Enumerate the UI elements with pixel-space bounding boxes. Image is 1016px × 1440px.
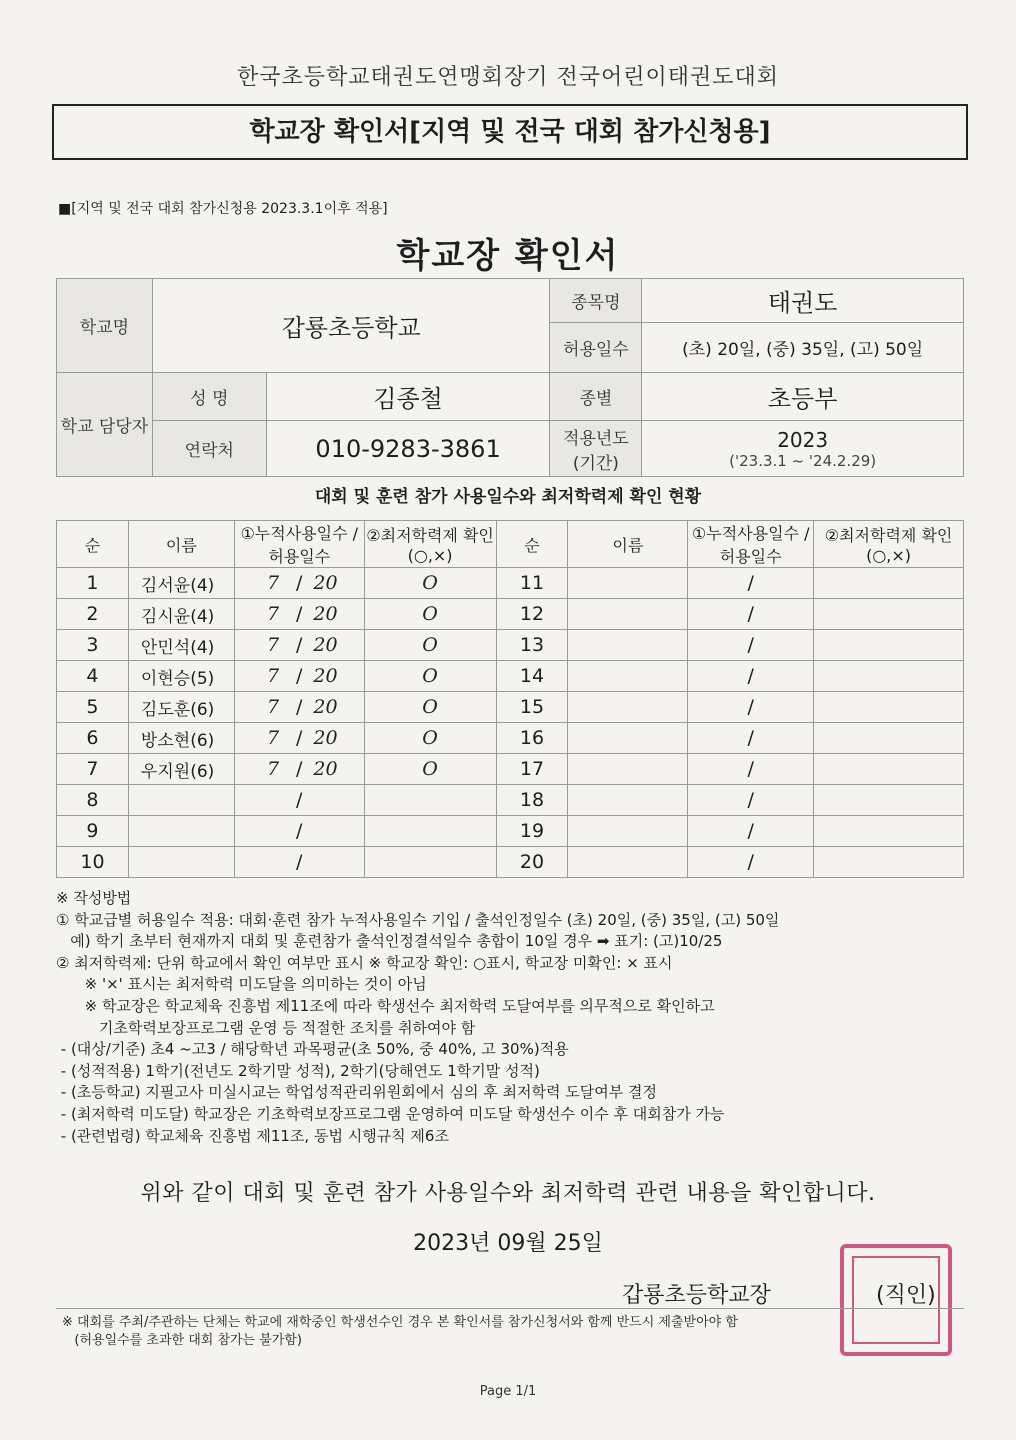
row-no: 6 — [57, 723, 129, 754]
days-cell — [688, 754, 814, 785]
instruction-line: ② 최저학력제: 단위 학교에서 확인 여부만 표시 ※ 학교장 확인: ○표시, 학교장 미확인: × 표시 — [56, 953, 673, 972]
used-days: 7 — [266, 727, 280, 749]
days-separator: / — [289, 665, 309, 687]
status-section-title: 대회 및 훈련 참가 사용일수와 최저학력제 확인 현황 — [314, 487, 702, 507]
academic-check: O — [364, 661, 496, 692]
days-separator: / — [741, 789, 760, 811]
instructions — [56, 888, 986, 1147]
sport-label: 종목명 — [550, 279, 642, 323]
days-cell — [688, 630, 814, 661]
academic-check — [814, 754, 964, 785]
allowed-days: 20 — [313, 665, 338, 687]
academic-check — [364, 785, 496, 816]
year-value: 2023 — [777, 427, 829, 452]
academic-check — [814, 661, 964, 692]
divider — [56, 1308, 964, 1309]
student-name — [568, 847, 688, 878]
student-name — [568, 692, 688, 723]
instruction-line: - (최저학력 미도달) 학교장은 기초학력보장프로그램 운영하여 미도달 학생선수 이수 후 대회참가 가능 — [56, 1104, 725, 1123]
student-name — [568, 568, 688, 599]
allowed-days-label: 허용일수 — [550, 323, 642, 373]
days-cell — [234, 599, 364, 630]
student-name — [568, 754, 688, 785]
roster-table — [56, 520, 964, 878]
student-name — [568, 661, 688, 692]
table-row — [57, 692, 964, 723]
header-no: 순 — [57, 521, 129, 568]
row-no: 7 — [57, 754, 129, 785]
allowed-days: 20 — [313, 758, 338, 780]
footnote-line: ※ 대회를 주최/주관하는 단체는 학교에 재학중인 학생선수인 경우 본 확인서를 참가신청서와 함께 반드시 제출받아야 함 — [62, 1315, 738, 1330]
allowed-days: 20 — [313, 603, 338, 625]
days-cell — [688, 816, 814, 847]
contact-name-value: 김종철 — [266, 373, 550, 421]
row-no: 4 — [57, 661, 129, 692]
days-cell — [234, 630, 364, 661]
days-separator: / — [741, 634, 760, 656]
academic-check: O — [364, 599, 496, 630]
instruction-line: ※ '×' 표시는 최저학력 미도달을 의미하는 것이 아님 — [56, 975, 427, 994]
table-row — [57, 661, 964, 692]
table-row — [57, 754, 964, 785]
days-cell — [688, 692, 814, 723]
academic-check: O — [364, 630, 496, 661]
header-no-right: 순 — [496, 521, 568, 568]
academic-check — [814, 847, 964, 878]
footnote — [62, 1314, 738, 1350]
instruction-line: - (대상/기준) 초4 ~고3 / 해당학년 과목평균(초 50%, 중 40%, 고 30%)적용 — [56, 1040, 569, 1059]
used-days: 7 — [266, 572, 280, 594]
instruction-line: ※ 학교장은 학교체육 진흥법 제11조에 따라 학생선수 최저학력 도달여부를 의무적으로 확인하고 — [56, 996, 715, 1015]
student-name — [568, 599, 688, 630]
days-cell — [688, 599, 814, 630]
student-name — [568, 723, 688, 754]
academic-check — [814, 723, 964, 754]
student-name: 안민석(4) — [128, 630, 234, 661]
academic-check — [814, 568, 964, 599]
issue-date: 2023년 09월 25일 — [413, 1231, 603, 1256]
row-no: 1 — [57, 568, 129, 599]
instruction-line: - (초등학교) 지필고사 미실시교는 학업성적관리위원회에서 심의 후 최저학력 도달여부 결정 — [56, 1083, 657, 1102]
table-row — [57, 599, 964, 630]
academic-check: O — [364, 568, 496, 599]
row-no: 18 — [496, 785, 568, 816]
division-label: 종별 — [550, 373, 642, 421]
academic-check — [814, 692, 964, 723]
period-value: ('23.3.1 ~ '24.2.29) — [729, 451, 877, 470]
days-separator: / — [741, 572, 760, 594]
instruction-line: ※ 작성방법 — [56, 889, 132, 907]
days-separator: / — [741, 820, 760, 842]
student-name: 이현승(5) — [128, 661, 234, 692]
applicability-note: ■[지역 및 전국 대회 참가신청용 2023.3.1이후 적용] — [58, 201, 388, 217]
row-no: 10 — [57, 847, 129, 878]
row-no: 3 — [57, 630, 129, 661]
table-row — [57, 568, 964, 599]
student-name — [568, 816, 688, 847]
row-no: 19 — [496, 816, 568, 847]
school-name-label: 학교명 — [57, 279, 153, 373]
used-days: 7 — [266, 634, 280, 656]
student-name — [568, 630, 688, 661]
academic-check: O — [364, 723, 496, 754]
page-number: Page 1/1 — [479, 1384, 537, 1399]
row-no: 17 — [496, 754, 568, 785]
student-name — [128, 816, 234, 847]
header-name: 이름 — [128, 521, 234, 568]
row-no: 13 — [496, 630, 568, 661]
days-cell — [234, 754, 364, 785]
used-days: 7 — [266, 603, 280, 625]
student-name — [128, 785, 234, 816]
days-separator: / — [289, 572, 309, 594]
student-name: 김서윤(4) — [128, 568, 234, 599]
academic-check — [814, 785, 964, 816]
days-cell — [234, 568, 364, 599]
student-name — [128, 847, 234, 878]
days-cell — [688, 785, 814, 816]
days-cell — [688, 661, 814, 692]
allowed-days-value: (초) 20일, (중) 35일, (고) 50일 — [642, 323, 964, 373]
instruction-line: 기초학력보장프로그램 운영 등 적절한 조치를 취하여야 함 — [56, 1018, 476, 1037]
row-no: 15 — [496, 692, 568, 723]
days-cell — [234, 723, 364, 754]
row-no: 8 — [57, 785, 129, 816]
days-separator: / — [741, 727, 760, 749]
academic-check — [364, 847, 496, 878]
used-days: 7 — [266, 696, 280, 718]
student-name: 김시윤(4) — [128, 599, 234, 630]
school-name-value: 갑룡초등학교 — [152, 279, 550, 373]
days-separator: / — [289, 603, 309, 625]
days-cell — [688, 568, 814, 599]
table-row — [57, 723, 964, 754]
row-no: 5 — [57, 692, 129, 723]
table-row — [57, 630, 964, 661]
year-cell — [642, 421, 964, 477]
instruction-line: - (관련법령) 학교체육 진흥법 제11조, 동법 시행규칙 제6조 — [56, 1126, 449, 1145]
academic-check — [814, 630, 964, 661]
days-separator: / — [289, 727, 309, 749]
days-cell — [234, 661, 364, 692]
contact-person-label: 학교 담당자 — [57, 373, 153, 477]
academic-check — [814, 816, 964, 847]
days-cell — [688, 847, 814, 878]
allowed-days: 20 — [313, 572, 338, 594]
table-row — [57, 847, 964, 878]
student-name: 우지원(6) — [128, 754, 234, 785]
sport-value: 태권도 — [642, 279, 964, 323]
days-cell — [234, 785, 364, 816]
row-no: 16 — [496, 723, 568, 754]
year-label: 적용년도 (기간) — [550, 421, 642, 477]
days-separator: / — [289, 634, 309, 656]
academic-check: O — [364, 754, 496, 785]
header-check: ②최저학력제 확인(○,×) — [364, 521, 496, 568]
row-no: 20 — [496, 847, 568, 878]
student-name: 김도훈(6) — [128, 692, 234, 723]
days-separator: / — [289, 820, 309, 842]
instruction-line: ① 학교급별 허용일수 적용: 대회·훈련 참가 누적사용일수 기입 / 출석인정일수 (초) 20일, (중) 35일, (고) 50일 — [56, 910, 780, 929]
days-separator: / — [289, 696, 309, 718]
seal-label: (직인) — [876, 1283, 936, 1308]
contact-phone-label: 연락처 — [152, 421, 266, 477]
days-cell — [688, 723, 814, 754]
row-no: 12 — [496, 599, 568, 630]
days-separator: / — [289, 789, 309, 811]
competition-header: 한국초등학교태권도연맹회장기 전국어린이태권도대회 — [236, 65, 780, 90]
header-check-right: ②최저학력제 확인(○,×) — [814, 521, 964, 568]
table-row — [57, 816, 964, 847]
student-name: 방소현(6) — [128, 723, 234, 754]
allowed-days: 20 — [313, 696, 338, 718]
header-name-right: 이름 — [568, 521, 688, 568]
days-separator: / — [289, 851, 309, 873]
student-name — [568, 785, 688, 816]
allowed-days: 20 — [313, 727, 338, 749]
division-value: 초등부 — [642, 373, 964, 421]
document-title-box: 학교장 확인서[지역 및 전국 대회 참가신청용] — [52, 104, 968, 160]
days-cell — [234, 847, 364, 878]
academic-check — [364, 816, 496, 847]
header-days: ①누적사용일수 /허용일수 — [234, 521, 364, 568]
academic-check: O — [364, 692, 496, 723]
allowed-days: 20 — [313, 634, 338, 656]
used-days: 7 — [266, 665, 280, 687]
instruction-line: 예) 학기 초부터 현재까지 대회 및 훈련참가 출석인정결석일수 총합이 10일 경우 ➡ 표기: (고)10/25 — [56, 932, 723, 951]
days-separator: / — [741, 758, 760, 780]
days-cell — [234, 692, 364, 723]
contact-phone-value: 010-9283-3861 — [266, 421, 550, 477]
days-cell — [234, 816, 364, 847]
row-no: 14 — [496, 661, 568, 692]
used-days: 7 — [266, 758, 280, 780]
days-separator: / — [289, 758, 309, 780]
row-no: 9 — [57, 816, 129, 847]
days-separator: / — [741, 696, 760, 718]
academic-check — [814, 599, 964, 630]
instruction-line: - (성적적용) 1학기(전년도 2학기말 성적), 2학기(당해연도 1학기말 성적) — [56, 1061, 540, 1080]
days-separator: / — [741, 851, 760, 873]
row-no: 2 — [57, 599, 129, 630]
table-row — [57, 785, 964, 816]
header-days-right: ①누적사용일수 /허용일수 — [688, 521, 814, 568]
contact-name-label: 성 명 — [152, 373, 266, 421]
days-separator: / — [741, 665, 760, 687]
main-title: 학교장 확인서 — [396, 236, 620, 276]
school-info-table — [56, 278, 964, 477]
principal-name: 갑룡초등학교장 — [622, 1283, 771, 1308]
days-separator: / — [741, 603, 760, 625]
row-no: 11 — [496, 568, 568, 599]
footnote-line: (허용일수를 초과한 대회 참가는 불가함) — [62, 1333, 302, 1348]
confirmation-statement: 위와 같이 대회 및 훈련 참가 사용일수와 최저학력 관련 내용을 확인합니다. — [140, 1181, 876, 1206]
